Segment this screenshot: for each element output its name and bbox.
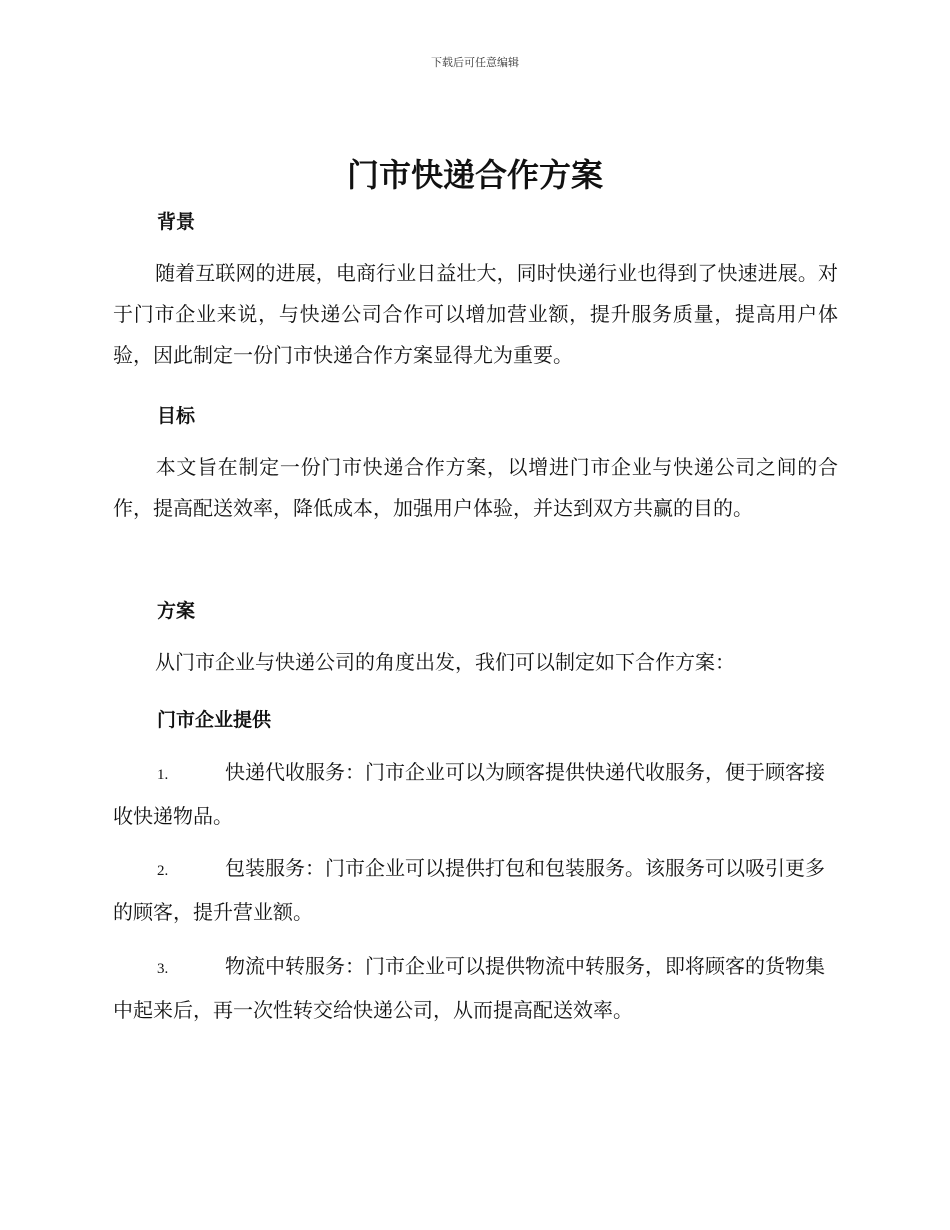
list-item bbox=[113, 752, 838, 837]
section-heading-store-provides: 门市企业提供 bbox=[157, 709, 272, 731]
paragraph-background-text: 随着互联网的进展，电商行业日益壮大，同时快递行业也得到了快速进展。对于门市企业来说，与快递公司合作可以增加营业额，提升服务质量，提高用户体验，因此制定一份门市快递合作方案显得尤为重要。 bbox=[113, 261, 838, 367]
list-item bbox=[113, 848, 838, 933]
section-heading-background: 背景 bbox=[157, 211, 196, 233]
page-header-note: 下载后可任意编辑 bbox=[431, 56, 519, 69]
paragraph-goal-text: 本文旨在制定一份门市快递合作方案，以增进门市企业与快递公司之间的合作，提高配送效率，降低成本，加强用户体验，并达到双方共赢的目的。 bbox=[113, 455, 838, 520]
paragraph-plan-text: 从门市企业与快递公司的角度出发，我们可以制定如下合作方案： bbox=[155, 650, 735, 674]
section-heading-plan: 方案 bbox=[157, 600, 196, 622]
paragraph-background bbox=[113, 253, 838, 376]
paragraph-plan bbox=[113, 642, 838, 683]
list-item bbox=[113, 946, 838, 1031]
paragraph-goal bbox=[113, 447, 838, 529]
list-item-number: 2. bbox=[157, 863, 169, 879]
list-item-number: 3. bbox=[157, 961, 169, 977]
list-item-number: 1. bbox=[157, 767, 169, 783]
document-title: 门市快递合作方案 bbox=[346, 156, 603, 194]
list-item-text: 快递代收服务：门市企业可以为顾客提供快递代收服务，便于顾客接收快递物品。 bbox=[113, 760, 825, 828]
list-item-text: 包装服务：门市企业可以提供打包和包装服务。该服务可以吸引更多的顾客，提升营业额。 bbox=[113, 856, 825, 924]
section-heading-goal: 目标 bbox=[157, 405, 196, 427]
list-item-text: 物流中转服务：门市企业可以提供物流中转服务，即将顾客的货物集中起来后，再一次性转交给快递公司，从而提高配送效率。 bbox=[113, 954, 825, 1022]
